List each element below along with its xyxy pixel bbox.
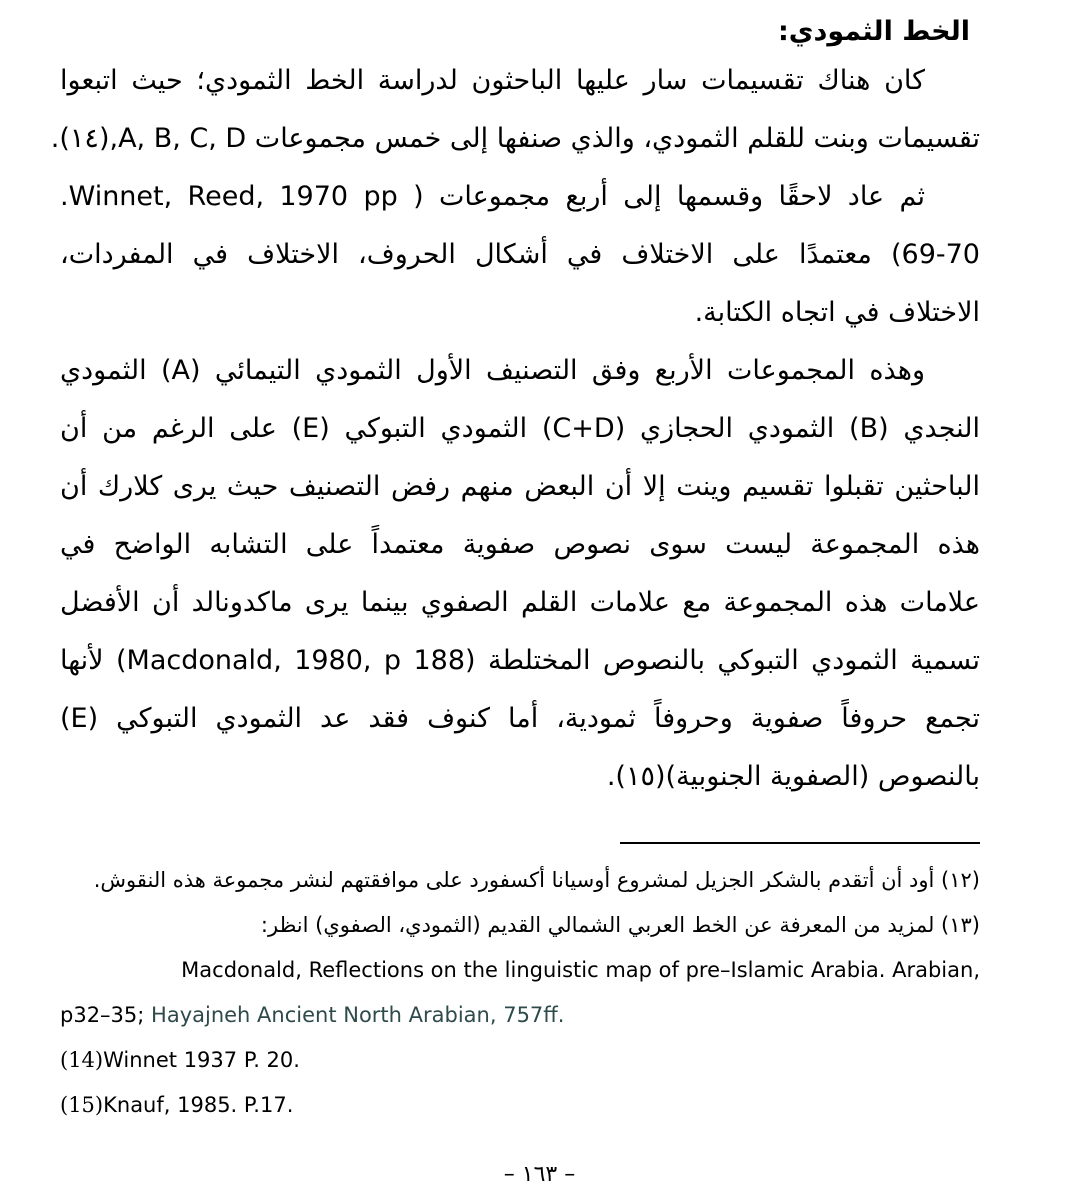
footnote-15-text: Knauf, 1985. P.17. (103, 1093, 294, 1117)
footnote-15 (60, 1083, 980, 1128)
paragraph-2-line: تسمية الثمودي التبوكي بالنصوص المختلطة (Macdonald, 1980, p 188) لأنها (60, 645, 981, 676)
section-heading: الخط الثمودي: (777, 16, 970, 47)
footnote-separator (620, 842, 980, 844)
footnote-15-number: (15) (60, 1093, 104, 1117)
page-content (50, 12, 981, 1128)
paragraph-1-line: الاختلاف في اتجاه الكتابة. (694, 297, 980, 328)
paragraph-1-line: تقسيمات وبنت للقلم الثمودي، والذي صنفها إلى خمس مجموعات A, B, C, D,(١٤). (50, 123, 980, 154)
footnote-14 (60, 1038, 980, 1083)
footnote-13-reference-line-2 (60, 993, 980, 1038)
paragraph-2-line: النجدي (B) الثمودي الحجازي (C+D) الثمودي التبوكي (E) على الرغم من أن (60, 413, 980, 444)
footnote-13-hayajneh-ref: Hayajneh Ancient North Arabian, 757ff. (151, 1003, 565, 1027)
paragraph-1 (50, 52, 980, 342)
paragraph-2-line: وهذه المجموعات الأربع وفق التصنيف الأول الثمودي التيمائي (A) الثمودي (60, 355, 925, 386)
paragraph-2-line: بالنصوص (الصفوية الجنوبية)(١٥). (606, 761, 980, 792)
paragraph-2-line: علامات هذه المجموعة مع علامات القلم الصفوي بينما يرى ماكدونالد أن الأفضل (60, 587, 980, 618)
footnotes (60, 858, 980, 1128)
footnote-13-pages: p32–35; (60, 1003, 152, 1027)
footnote-14-text: Winnet 1937 P. 20. (103, 1048, 300, 1072)
paragraph-1-line: 69-70) معتمدًا على الاختلاف في أشكال الحروف، الاختلاف في المفردات، (60, 239, 980, 270)
paragraph-1-line: كان هناك تقسيمات سار عليها الباحثون لدراسة الخط الثمودي؛ حيث اتبعوا (60, 65, 925, 96)
page-number: – ١٦٣ – (503, 1162, 576, 1187)
paragraph-2-line: هذه المجموعة ليست سوى نصوص صفوية معتمداً على التشابه الواضح في (60, 529, 980, 560)
footnote-13-reference-line-1: Macdonald, Reflections on the linguistic map of pre–Islamic Arabia. Arabian, (181, 958, 980, 982)
footnote-14-number: (14) (60, 1048, 104, 1072)
paragraph-2 (60, 342, 980, 806)
paragraph-2-line: الباحثين تقبلوا تقسيم وينت إلا أن البعض منهم رفض التصنيف حيث يرى كلارك أن (60, 471, 980, 502)
paragraph-2-line: تجمع حروفاً صفوية وحروفاً ثمودية، أما كنوف فقد عد الثمودي التبوكي (E) (60, 703, 980, 734)
footnote-12: (١٢) أود أن أتقدم بالشكر الجزيل لمشروع أوسيانا أكسفورد على موافقتهم لنشر مجموعة هذه النقوش. (93, 868, 980, 892)
footnote-13: (١٣) لمزيد من المعرفة عن الخط العربي الشمالي القديم (الثمودي، الصفوي) انظر: (260, 913, 980, 937)
paragraph-1-line: ثم عاد لاحقًا وقسمها إلى أربع مجموعات ( Winnet, Reed, 1970 pp. (60, 181, 925, 212)
